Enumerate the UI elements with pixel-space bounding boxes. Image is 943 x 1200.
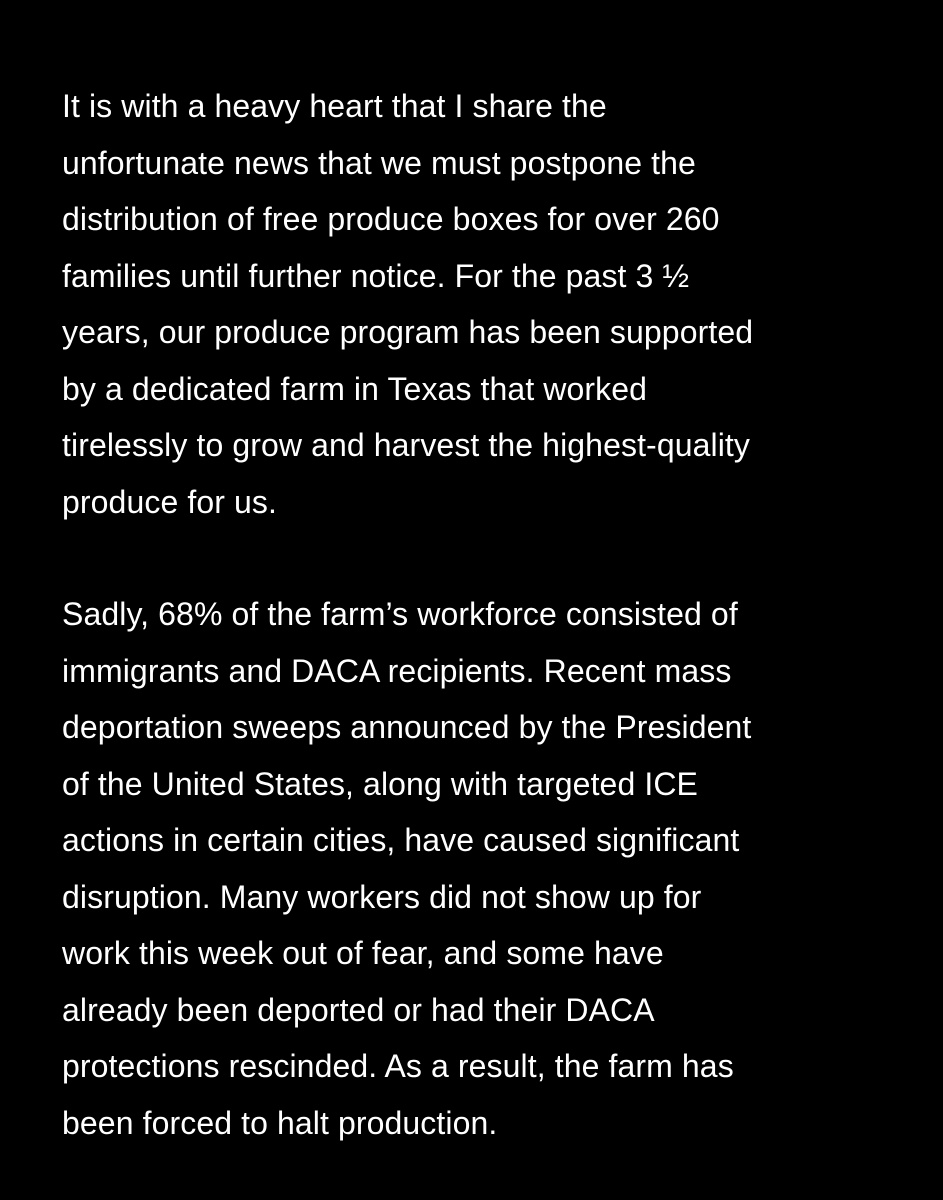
text-line: deportation sweeps announced by the President bbox=[62, 709, 752, 745]
paragraph-1 bbox=[62, 78, 923, 530]
text-line: immigrants and DACA recipients. Recent mass bbox=[62, 652, 732, 689]
text-line: unfortunate news that we must postpone the bbox=[62, 144, 696, 181]
text-line: years, our produce program has been supported bbox=[62, 314, 754, 350]
text-line: actions in certain cities, have caused significant bbox=[62, 822, 740, 858]
text-line: families until further notice. For the past 3 ½ bbox=[62, 257, 690, 294]
text-line: protections rescinded. As a result, the farm has bbox=[62, 1048, 734, 1084]
text-line: of the United States, along with targeted ICE bbox=[62, 765, 698, 802]
text-line: already been deported or had their DACA bbox=[62, 991, 655, 1028]
text-line: work this week out of fear, and some have bbox=[62, 935, 664, 971]
paragraph-2 bbox=[62, 586, 923, 1151]
text-line: produce for us. bbox=[62, 483, 277, 520]
text-line: tirelessly to grow and harvest the highest-quality bbox=[62, 427, 751, 463]
text-line: disruption. Many workers did not show up for bbox=[62, 878, 702, 915]
text-line: Sadly, 68% of the farm’s workforce consisted of bbox=[62, 596, 738, 632]
text-line: been forced to halt production. bbox=[62, 1104, 498, 1141]
text-line: It is with a heavy heart that I share the bbox=[62, 88, 607, 124]
text-line: by a dedicated farm in Texas that worked bbox=[62, 370, 648, 407]
text-line: distribution of free produce boxes for over 260 bbox=[62, 201, 720, 237]
